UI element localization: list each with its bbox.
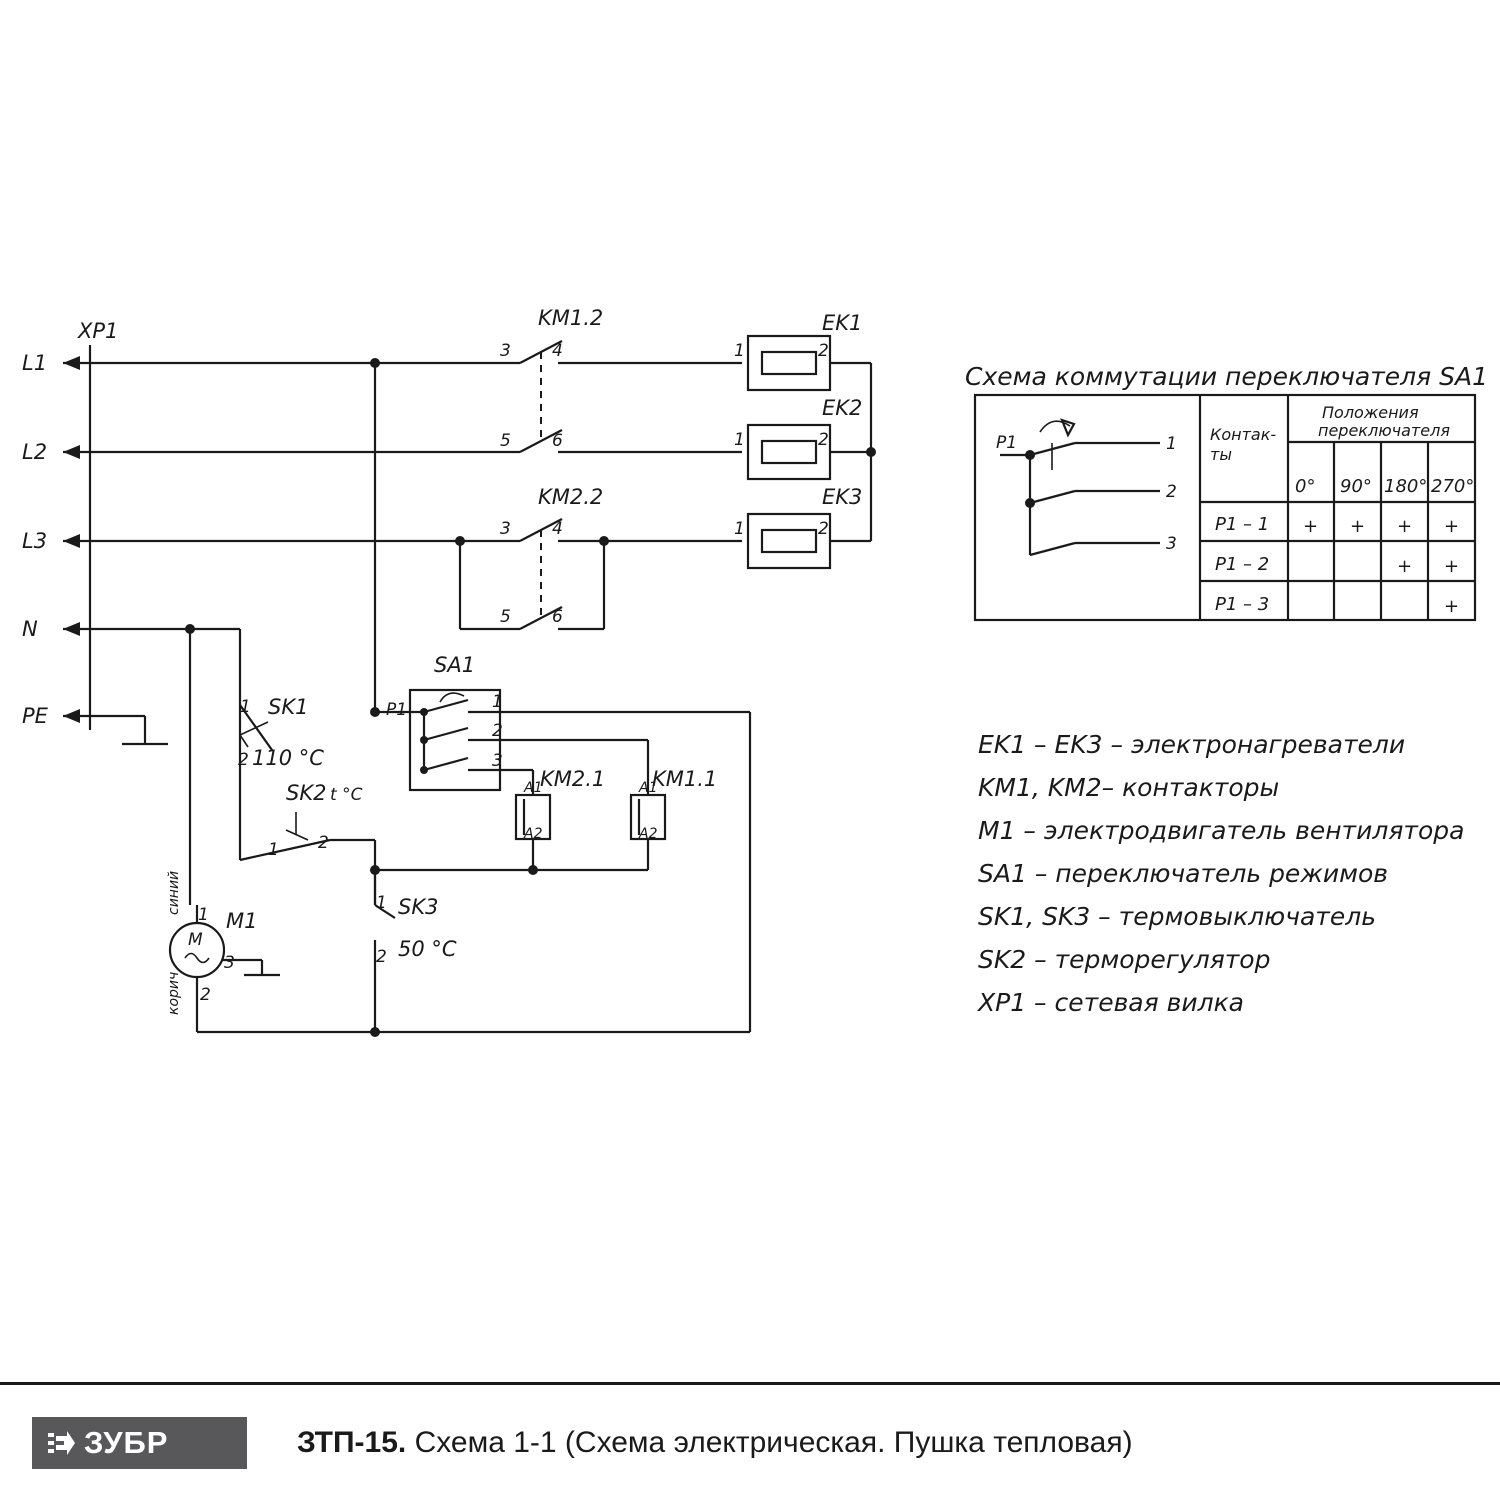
svg-text:A2: A2	[524, 826, 543, 842]
sa1-pin-2: 2	[1166, 482, 1177, 502]
label-N: N	[22, 617, 38, 641]
label-XP1: XP1	[78, 319, 119, 343]
svg-text:A2: A2	[639, 826, 658, 842]
svg-text:A1: A1	[524, 780, 543, 796]
svg-text:SA1: SA1	[434, 653, 476, 677]
label-L1: L1	[22, 351, 48, 375]
svg-text:3: 3	[500, 341, 511, 361]
svg-text:1: 1	[268, 840, 279, 860]
sa1-contact-p1: P1	[996, 433, 1018, 453]
legend-item-2: M1 – электродвигатель вентилятора	[978, 816, 1465, 845]
brand-logo	[32, 1417, 247, 1469]
contactor-km2-2	[455, 485, 742, 629]
svg-text:2: 2	[818, 519, 829, 539]
table-row-name-2: P1 – 3	[1215, 594, 1270, 615]
svg-text:50 °C: 50 °C	[398, 937, 457, 961]
svg-text:EK1: EK1	[822, 311, 863, 335]
svg-text:4: 4	[552, 341, 563, 361]
svg-text:EK2: EK2	[822, 396, 863, 420]
motor-m1	[166, 871, 750, 1032]
heater-ek3	[734, 485, 871, 568]
control-wiring	[502, 712, 750, 1032]
sa1-pin-1: 1	[1166, 434, 1177, 454]
arrow-icon	[42, 1426, 76, 1460]
switch-sk2	[240, 781, 375, 905]
svg-text:корич: корич	[166, 971, 182, 1015]
svg-text:6: 6	[552, 431, 563, 451]
svg-text:1: 1	[198, 905, 209, 925]
svg-text:3: 3	[224, 953, 235, 973]
table-cell-0-3: +	[1444, 516, 1460, 537]
caption-text: Схема 1-1 (Схема электрическая. Пушка тепловая)	[414, 1425, 1133, 1459]
legend-item-6: XP1 – сетевая вилка	[978, 988, 1244, 1017]
table-title: Схема коммутации переключателя SA1	[965, 362, 1488, 391]
legend-list	[976, 730, 1464, 1017]
sa1-pin-3: 3	[1166, 534, 1177, 554]
svg-text:1: 1	[376, 893, 387, 913]
table-row-name-0: P1 – 1	[1215, 514, 1270, 535]
svg-text:1: 1	[240, 697, 251, 717]
table-cell-1-2: +	[1397, 556, 1413, 577]
svg-text:2: 2	[818, 430, 829, 450]
switch-sk3	[370, 865, 457, 1037]
table-header-positions-line2: переключателя	[1318, 421, 1450, 440]
svg-text:KM2.1: KM2.1	[540, 767, 606, 791]
table-position-90: 90°	[1340, 476, 1372, 497]
svg-text:2: 2	[376, 947, 387, 967]
table-position-0: 0°	[1295, 476, 1316, 497]
svg-text:1: 1	[492, 692, 503, 712]
model-name: ЗТП-15.	[297, 1425, 407, 1459]
label-PE: PE	[22, 704, 48, 728]
svg-text:110 °C: 110 °C	[252, 746, 324, 770]
svg-text:A1: A1	[639, 780, 658, 796]
table-header-positions-line1: Положения	[1322, 403, 1419, 422]
svg-text:синий: синий	[166, 870, 182, 915]
contactor-km1-2	[370, 306, 742, 452]
svg-text:M: M	[188, 930, 203, 950]
legend-item-5: SK2 – терморегулятор	[978, 945, 1271, 974]
svg-text:KM1.1: KM1.1	[652, 767, 718, 791]
svg-text:EK3: EK3	[822, 485, 863, 509]
svg-text:M1: M1	[226, 909, 258, 933]
legend-item-1: KM1, KM2– контакторы	[978, 773, 1280, 802]
table-cell-1-3: +	[1444, 556, 1460, 577]
svg-text:2: 2	[492, 721, 503, 741]
svg-text:5: 5	[500, 431, 511, 451]
svg-text:2: 2	[818, 341, 829, 361]
svg-text:5: 5	[500, 607, 511, 627]
svg-text:4: 4	[552, 519, 563, 539]
label-L3: L3	[22, 529, 48, 553]
svg-text:6: 6	[552, 607, 563, 627]
table-cell-2-3: +	[1444, 596, 1460, 617]
svg-text:3: 3	[500, 519, 511, 539]
svg-text:3: 3	[492, 751, 503, 771]
coil-km1-1	[631, 767, 717, 870]
table-row-name-1: P1 – 2	[1215, 554, 1270, 575]
switch-sa1	[370, 363, 503, 790]
svg-text:P1: P1	[386, 700, 408, 720]
switch-sk1	[238, 695, 324, 770]
svg-text:KM1.2: KM1.2	[538, 306, 604, 330]
svg-text:1: 1	[734, 341, 745, 361]
table-header-contacts-line2: ты	[1210, 445, 1232, 464]
footer-bar	[0, 1385, 1500, 1500]
legend-item-0: EK1 – EK3 – электронагреватели	[978, 730, 1406, 759]
heater-ek2	[734, 396, 876, 479]
svg-text:t °C: t °C	[330, 785, 363, 805]
legend-item-4: SK1, SK3 – термовыключатель	[978, 902, 1376, 931]
svg-text:SK2: SK2	[286, 781, 327, 805]
table-position-270: 270°	[1431, 476, 1475, 497]
table-cell-0-0: +	[1303, 516, 1319, 537]
footer-caption	[297, 1426, 1133, 1460]
sa1-commutation-table	[965, 362, 1488, 620]
table-header-contacts-line1: Контак-	[1210, 425, 1277, 444]
svg-text:2: 2	[238, 750, 249, 770]
svg-text:2: 2	[200, 985, 211, 1005]
table-position-180: 180°	[1384, 476, 1428, 497]
svg-text:1: 1	[734, 519, 745, 539]
table-cell-0-2: +	[1397, 516, 1413, 537]
svg-text:KM2.2: KM2.2	[538, 485, 604, 509]
logo-text: ЗУБР	[84, 1424, 169, 1460]
svg-text:SK1: SK1	[268, 695, 309, 719]
power-input-group	[63, 345, 520, 744]
legend-item-3: SA1 – переключатель режимов	[978, 859, 1388, 888]
svg-text:1: 1	[734, 430, 745, 450]
label-L2: L2	[22, 440, 48, 464]
table-cell-0-1: +	[1350, 516, 1366, 537]
svg-text:SK3: SK3	[398, 895, 439, 919]
neutral-branch	[185, 624, 240, 905]
svg-text:2: 2	[318, 833, 329, 853]
